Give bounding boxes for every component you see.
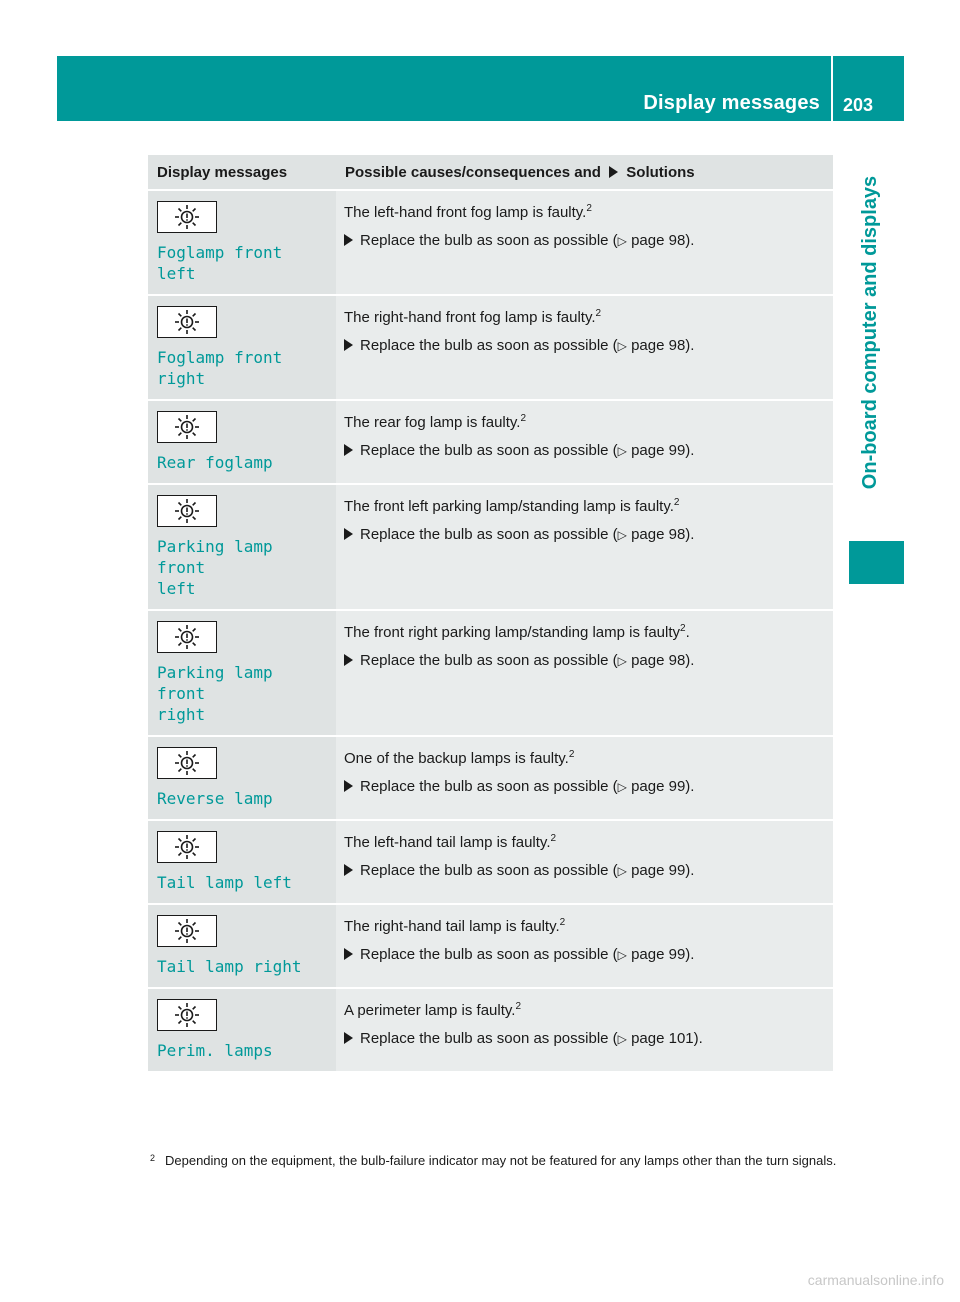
side-tab-marker (849, 541, 904, 584)
table-row (148, 484, 833, 610)
message-cell (148, 400, 336, 484)
bulb-failure-icon (174, 918, 200, 944)
action-arrow-icon (344, 339, 353, 351)
page-reference: page 98). (631, 337, 695, 354)
page-ref-icon: ▷ (617, 948, 627, 962)
action-arrow-icon (344, 948, 353, 960)
table-row (148, 820, 833, 904)
page-reference: page 98). (631, 526, 695, 543)
message-cell (148, 610, 336, 736)
side-tab (838, 132, 904, 532)
solution-cell (336, 190, 833, 295)
action-arrow-icon (344, 1032, 353, 1044)
bulb-icon-box (157, 915, 217, 947)
action-text (344, 525, 824, 545)
page-reference: page 101). (631, 1030, 703, 1047)
solution-cell (336, 820, 833, 904)
table-row (148, 400, 833, 484)
cause-sentence: The rear fog lamp is faulty. (344, 414, 521, 431)
bulb-icon-box (157, 831, 217, 863)
cause-text (344, 623, 824, 643)
action-text (344, 336, 824, 356)
bulb-icon-box (157, 999, 217, 1031)
action-text (344, 777, 824, 797)
bulb-icon-box (157, 621, 217, 653)
action-text (344, 861, 824, 881)
cause-sentence: The front right parking lamp/standing lamp is faulty (344, 624, 680, 641)
cause-sentence: The front left parking lamp/standing lamp is faulty. (344, 498, 674, 515)
message-cell (148, 190, 336, 295)
header-divider (831, 56, 833, 121)
footnote-ref: 2 (550, 833, 557, 844)
cause-sentence: One of the backup lamps is faulty. (344, 750, 569, 767)
table-header-row (148, 155, 833, 190)
message-cell (148, 484, 336, 610)
action-text (344, 651, 824, 671)
table-row (148, 190, 833, 295)
table-row (148, 736, 833, 820)
bulb-failure-icon (174, 309, 200, 335)
cause-text (344, 1001, 824, 1021)
page-ref-icon: ▷ (617, 234, 627, 248)
action-arrow-icon (609, 166, 618, 178)
bulb-failure-icon (174, 834, 200, 860)
action-text (344, 231, 824, 251)
display-messages-table (148, 155, 833, 1073)
display-message-text: Perim. lamps (157, 1041, 273, 1060)
cause-sentence: The left-hand front fog lamp is faulty. (344, 204, 587, 221)
footnote-ref: 2 (520, 413, 527, 424)
footnote-ref: 2 (595, 308, 602, 319)
footnote-ref: 2 (515, 1001, 522, 1012)
footnote-ref: 2 (586, 203, 592, 214)
cause-text (344, 749, 824, 769)
column-header-solutions-prefix: Possible causes/consequences and (345, 163, 601, 181)
action-text (344, 441, 824, 461)
header-bar (57, 56, 904, 121)
bulb-icon-box (157, 201, 217, 233)
action-sentence: Replace the bulb as soon as possible ( (360, 337, 618, 354)
side-tab-label: On-board computer and displays (859, 175, 882, 489)
footnote-ref: 2 (559, 917, 566, 928)
action-sentence: Replace the bulb as soon as possible ( (360, 652, 618, 669)
solution-cell (336, 295, 833, 400)
page-ref-icon: ▷ (617, 1032, 627, 1046)
display-message-text: Parking lamp front right (157, 663, 273, 724)
action-arrow-icon (344, 654, 353, 666)
cause-text (344, 413, 824, 433)
solution-cell (336, 400, 833, 484)
table-row (148, 610, 833, 736)
bulb-failure-icon (174, 624, 200, 650)
page-ref-icon: ▷ (617, 780, 627, 794)
footnote-ref: 2 (673, 497, 680, 508)
message-cell (148, 295, 336, 400)
page-reference: page 99). (631, 862, 695, 879)
page-title: Display messages (643, 92, 820, 114)
message-cell (148, 820, 336, 904)
action-arrow-icon (344, 528, 353, 540)
cause-sentence: The right-hand front fog lamp is faulty. (344, 309, 596, 326)
bulb-failure-icon (174, 414, 200, 440)
page-ref-icon: ▷ (617, 339, 627, 353)
action-sentence: Replace the bulb as soon as possible ( (360, 862, 618, 879)
page-number: 203 (843, 95, 874, 115)
cause-text (344, 497, 824, 517)
solution-cell (336, 904, 833, 988)
bulb-failure-icon (174, 750, 200, 776)
message-cell (148, 904, 336, 988)
page-ref-icon: ▷ (617, 654, 627, 668)
display-message-text: Parking lamp front left (157, 537, 273, 598)
action-arrow-icon (344, 444, 353, 456)
message-cell (148, 736, 336, 820)
cause-text (344, 203, 824, 223)
display-message-text: Tail lamp right (157, 957, 302, 976)
cause-text (344, 308, 824, 328)
page-ref-icon: ▷ (617, 864, 627, 878)
page-ref-icon: ▷ (617, 528, 627, 542)
bulb-icon-box (157, 495, 217, 527)
action-sentence: Replace the bulb as soon as possible ( (360, 526, 618, 543)
cause-text (344, 917, 824, 937)
page-reference: page 98). (631, 232, 695, 249)
bulb-failure-icon (174, 204, 200, 230)
page-ref-icon: ▷ (617, 444, 627, 458)
footnote-ref: 2 (568, 749, 575, 760)
table-row (148, 295, 833, 400)
watermark: carmanualsonline.info (807, 1272, 944, 1288)
solution-cell (336, 988, 833, 1072)
page-reference: page 99). (631, 778, 695, 795)
page-reference: page 99). (631, 946, 695, 963)
page-reference: page 98). (631, 652, 695, 669)
display-message-text: Foglamp front right (157, 348, 292, 388)
message-cell (148, 988, 336, 1072)
action-arrow-icon (344, 864, 353, 876)
cause-sentence: The left-hand tail lamp is faulty. (344, 834, 551, 851)
action-sentence: Replace the bulb as soon as possible ( (360, 442, 618, 459)
bulb-failure-icon (174, 498, 200, 524)
action-arrow-icon (344, 780, 353, 792)
table-row (148, 988, 833, 1072)
bulb-icon-box (157, 411, 217, 443)
column-header-solutions-suffix: Solutions (626, 163, 695, 181)
action-arrow-icon (344, 234, 353, 246)
footnote-ref: 2 (680, 623, 686, 634)
action-sentence: Replace the bulb as soon as possible ( (360, 946, 618, 963)
column-header-messages: Display messages (148, 155, 336, 190)
display-message-text: Reverse lamp (157, 789, 273, 808)
bulb-failure-icon (174, 1002, 200, 1028)
display-message-text: Tail lamp left (157, 873, 292, 892)
footnote (150, 1152, 840, 1169)
solution-cell (336, 736, 833, 820)
table-row (148, 904, 833, 988)
action-sentence: Replace the bulb as soon as possible ( (360, 1030, 618, 1047)
cause-text (344, 833, 824, 853)
action-sentence: Replace the bulb as soon as possible ( (360, 778, 618, 795)
action-text (344, 1029, 824, 1049)
footnote-number: 2 (150, 1153, 156, 1163)
display-message-text: Rear foglamp (157, 453, 273, 472)
page-reference: page 99). (631, 442, 695, 459)
footnote-text: Depending on the equipment, the bulb-failure indicator may not be featured for any lamps other than the turn signals. (165, 1153, 837, 1168)
column-header-solutions (336, 155, 833, 190)
cause-sentence: The right-hand tail lamp is faulty. (344, 918, 560, 935)
cause-sentence: A perimeter lamp is faulty. (344, 1002, 516, 1019)
cause-end: . (685, 624, 690, 641)
action-text (344, 945, 824, 965)
bulb-icon-box (157, 306, 217, 338)
solution-cell (336, 484, 833, 610)
solution-cell (336, 610, 833, 736)
action-sentence: Replace the bulb as soon as possible ( (360, 232, 618, 249)
bulb-icon-box (157, 747, 217, 779)
display-message-text: Foglamp front left (157, 243, 292, 283)
